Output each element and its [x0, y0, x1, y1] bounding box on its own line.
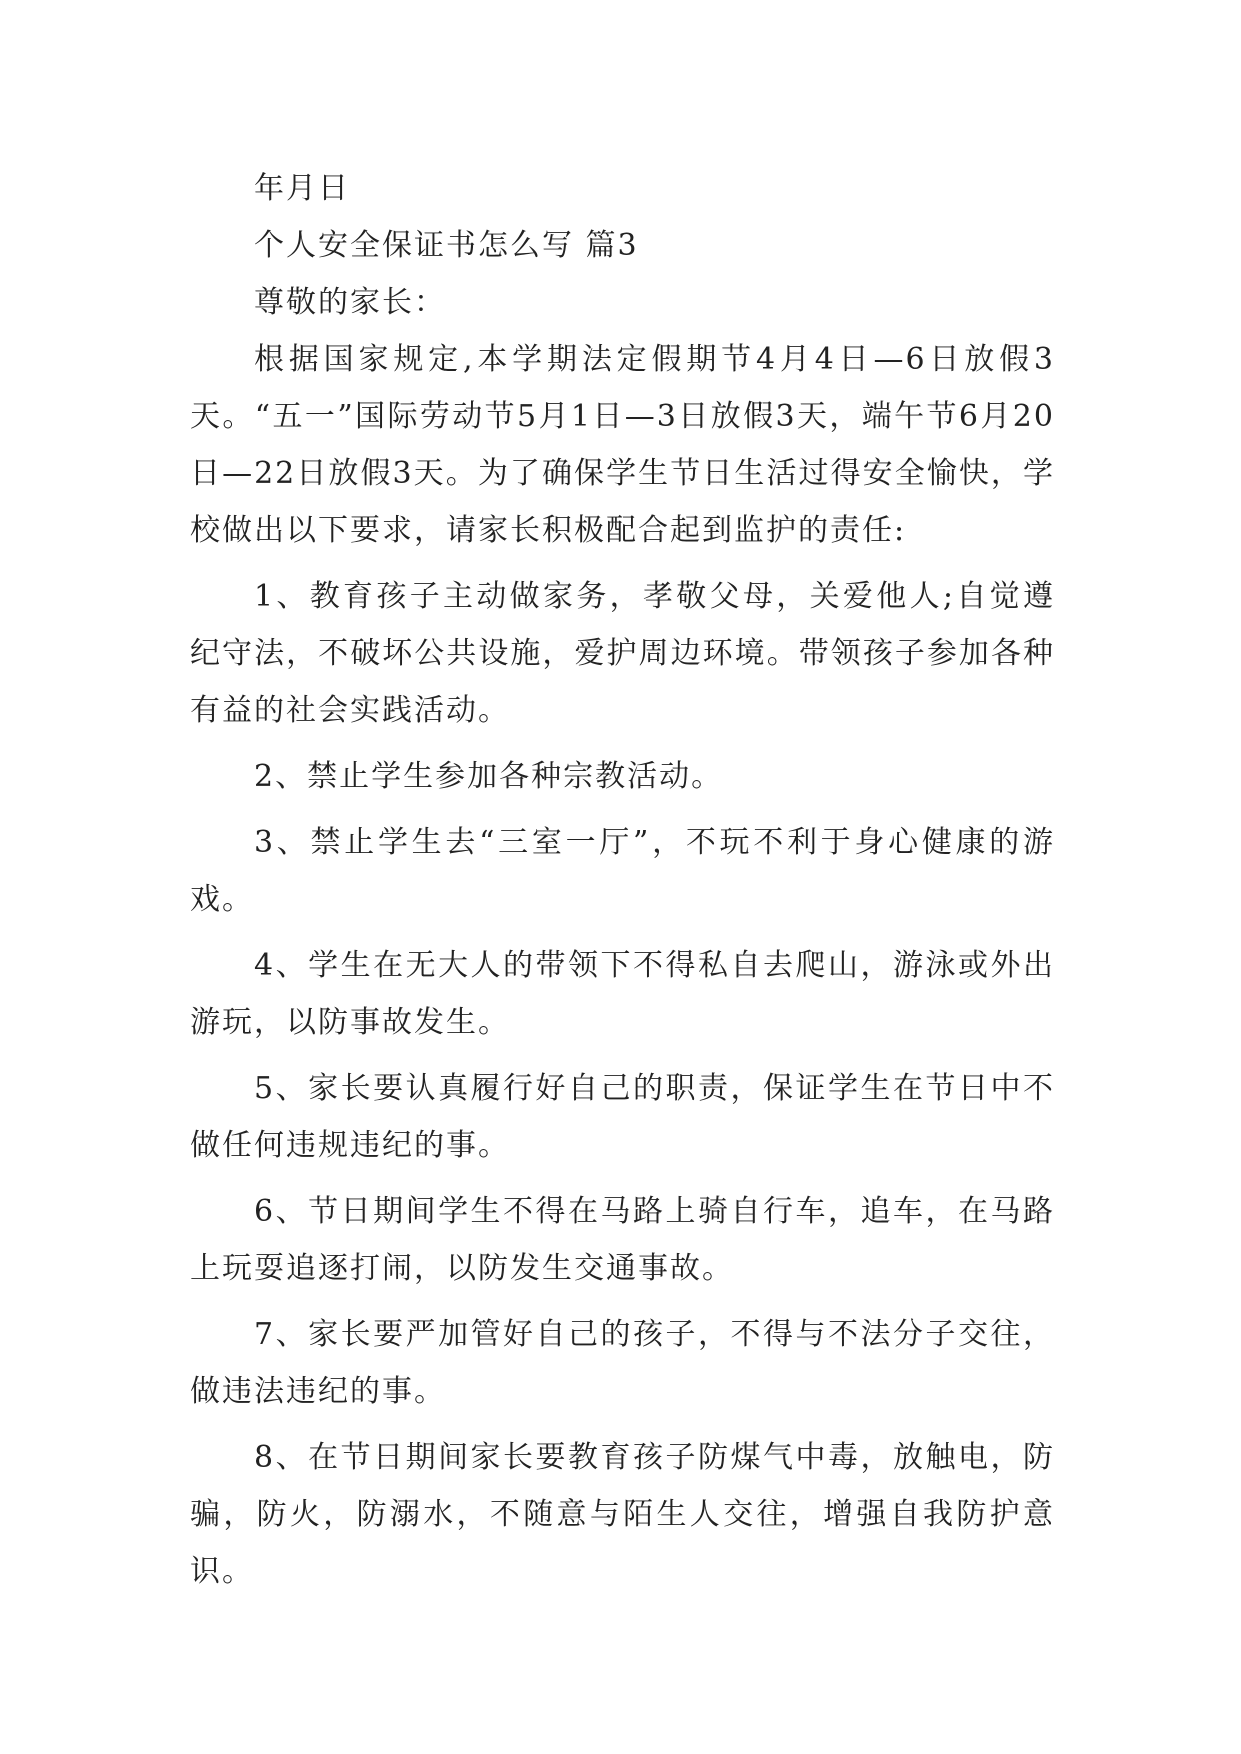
- salutation: 尊敬的家长：: [254, 285, 446, 320]
- list-item: 6、节日期间学生不得在马路上骑自行车，追车，在马路上玩耍追逐打闹，以防发生交通事故。: [190, 1194, 1055, 1286]
- list-item: 3、禁止学生去“三室一厅”，不玩不利于身心健康的游戏。: [190, 825, 1055, 917]
- intro-paragraph: 根据国家规定,本学期法定假期节4月4日—6日放假3天。“五一”国际劳动节5月1日—3日放假3天，端午节6月20日—22日放假3天。为了确保学生节日生活过得安全愉快，学校做出以下要求，请家长积极配合起到监护的责任:: [190, 342, 1055, 548]
- list-item: 1、教育孩子主动做家务，孝敬父母，关爱他人;自觉遵纪守法，不破坏公共设施，爱护周边环境。带领孩子参加各种有益的社会实践活动。: [190, 579, 1055, 728]
- list-item: 5、家长要认真履行好自己的职责，保证学生在节日中不做任何违规违纪的事。: [190, 1071, 1055, 1163]
- list-item: 4、学生在无大人的带领下不得私自去爬山，游泳或外出游玩，以防事故发生。: [190, 948, 1055, 1040]
- date-line: 年月日: [254, 171, 350, 206]
- section-heading: 个人安全保证书怎么写 篇3: [254, 228, 639, 263]
- list-item: 8、在节日期间家长要教育孩子防煤气中毒，放触电，防骗，防火，防溺水，不随意与陌生人交往，增强自我防护意识。: [190, 1440, 1055, 1589]
- list-item: 7、家长要严加管好自己的孩子，不得与不法分子交往，做违法违纪的事。: [190, 1317, 1055, 1409]
- list-item: 2、禁止学生参加各种宗教活动。: [254, 759, 724, 794]
